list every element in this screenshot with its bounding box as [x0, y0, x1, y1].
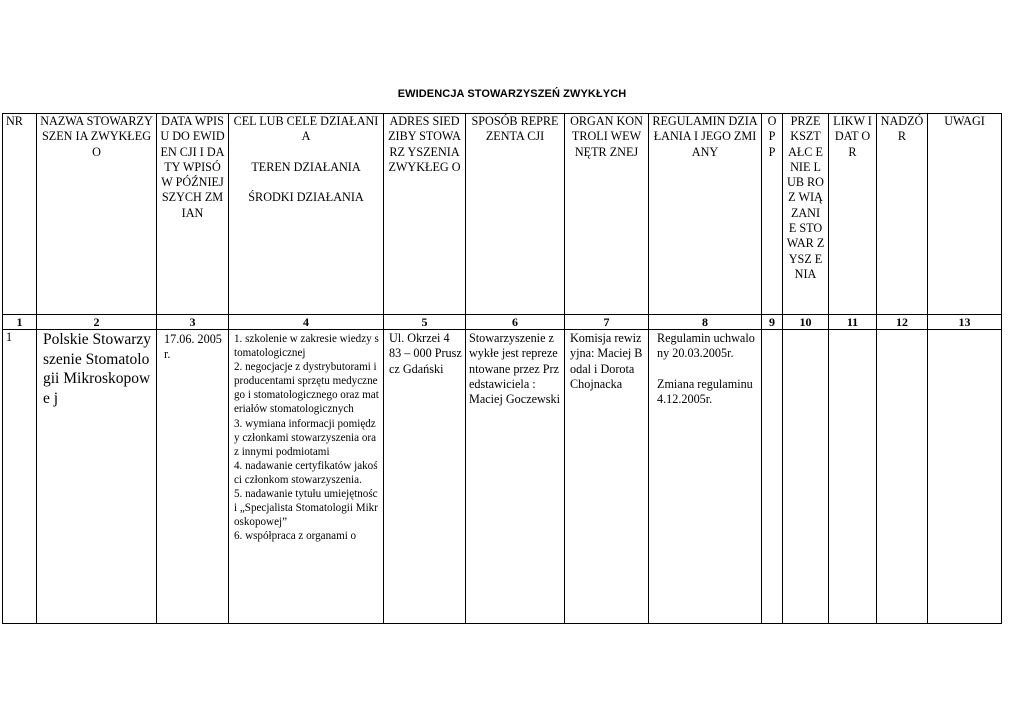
column-number: 2 [37, 315, 157, 330]
cell-opp [762, 330, 783, 624]
cell-liquidator [829, 330, 877, 624]
column-number: 4 [229, 315, 384, 330]
column-number: 11 [829, 315, 877, 330]
document-title: EWIDENCJA STOWARZYSZEŃ ZWYKŁYCH [397, 88, 627, 100]
cell-nr: 1 [3, 330, 37, 624]
column-number: 1 [3, 315, 37, 330]
column-number: 13 [928, 315, 1002, 330]
cell-address: Ul. Okrzei 4 83 – 000 Pruszcz Gdański [384, 330, 466, 624]
header-cell-control: ORGAN KONTROLI WEWNĘTR ZNEJ [565, 114, 649, 315]
cell-association-name: Polskie Stowarzyszenie Stomatologii Mikroskopowe j [37, 330, 157, 624]
registry-table [2, 113, 1002, 624]
column-number-row [3, 315, 1002, 330]
column-number: 8 [649, 315, 762, 330]
header-cell-date: DATA WPISU DO EWIDEN CJI I DATY WPISÓW PÓŹNIEJ SZYCH ZMIAN [157, 114, 229, 315]
header-cell-remarks: UWAGI [928, 114, 1002, 315]
column-number: 10 [783, 315, 829, 330]
header-cell-supervision: NADZÓ R [877, 114, 928, 315]
column-number: 12 [877, 315, 928, 330]
cell-transformation [783, 330, 829, 624]
header-cell-nr: NR [3, 114, 37, 315]
column-number: 5 [384, 315, 466, 330]
column-number: 9 [762, 315, 783, 330]
table-row [3, 330, 1002, 624]
header-cell-regulations: REGULAMIN DZIAŁANIA I JEGO ZMIANY [649, 114, 762, 315]
header-cell-goals: CEL LUB CELE DZIAŁANIA TEREN DZIAŁANIA ŚRODKI DZIAŁANIA [229, 114, 384, 315]
column-number: 6 [466, 315, 565, 330]
header-cell-name: NAZWA STOWARZYSZEN IA ZWYKŁEGO [37, 114, 157, 315]
column-number: 7 [565, 315, 649, 330]
header-row [3, 114, 1002, 315]
header-cell-transformation: PRZE KSZT AŁC ENIE LUB ROZ WIĄ ZANI E STO WAR ZYSZ ENIA [783, 114, 829, 315]
header-cell-address: ADRES SIEDZIBY STOWARZ YSZENIA ZWYKŁEG O [384, 114, 466, 315]
cell-supervision [877, 330, 928, 624]
header-cell-liquidator: LIKW IDAT OR [829, 114, 877, 315]
column-number: 3 [157, 315, 229, 330]
cell-regulations: Regulamin uchwalony 20.03.2005r. Zmiana regulaminu 4.12.2005r. [649, 330, 762, 624]
header-cell-representation: SPOSÓB REPREZENTA CJI [466, 114, 565, 315]
cell-entry-date: 17.06. 2005r. [157, 330, 229, 624]
cell-goals: 1. szkolenie w zakresie wiedzy stomatologicznej 2. negocjacje z dystrybutorami i producentami sprzętu medycznego i stomatologicznego oraz materiałów stomatologicznych 3. wymiana informacji pomiędzy członkami stowarzyszenia oraz innymi podmiotami 4. nadawanie certyfikatów jakości członkom stowarzyszenia. 5. nadawanie tytułu umiejętności „Specjalista Stomatologii Mikroskopowej” 6. współpraca z organami o [229, 330, 384, 624]
cell-internal-control: Komisja rewizyjna: Maciej Bodal i Dorota Chojnacka [565, 330, 649, 624]
cell-remarks [928, 330, 1002, 624]
cell-representation: Stowarzyszenie zwykłe jest reprezentowane przez Przedstawiciela : Maciej Goczewski [466, 330, 565, 624]
header-cell-opp: O P P [762, 114, 783, 315]
